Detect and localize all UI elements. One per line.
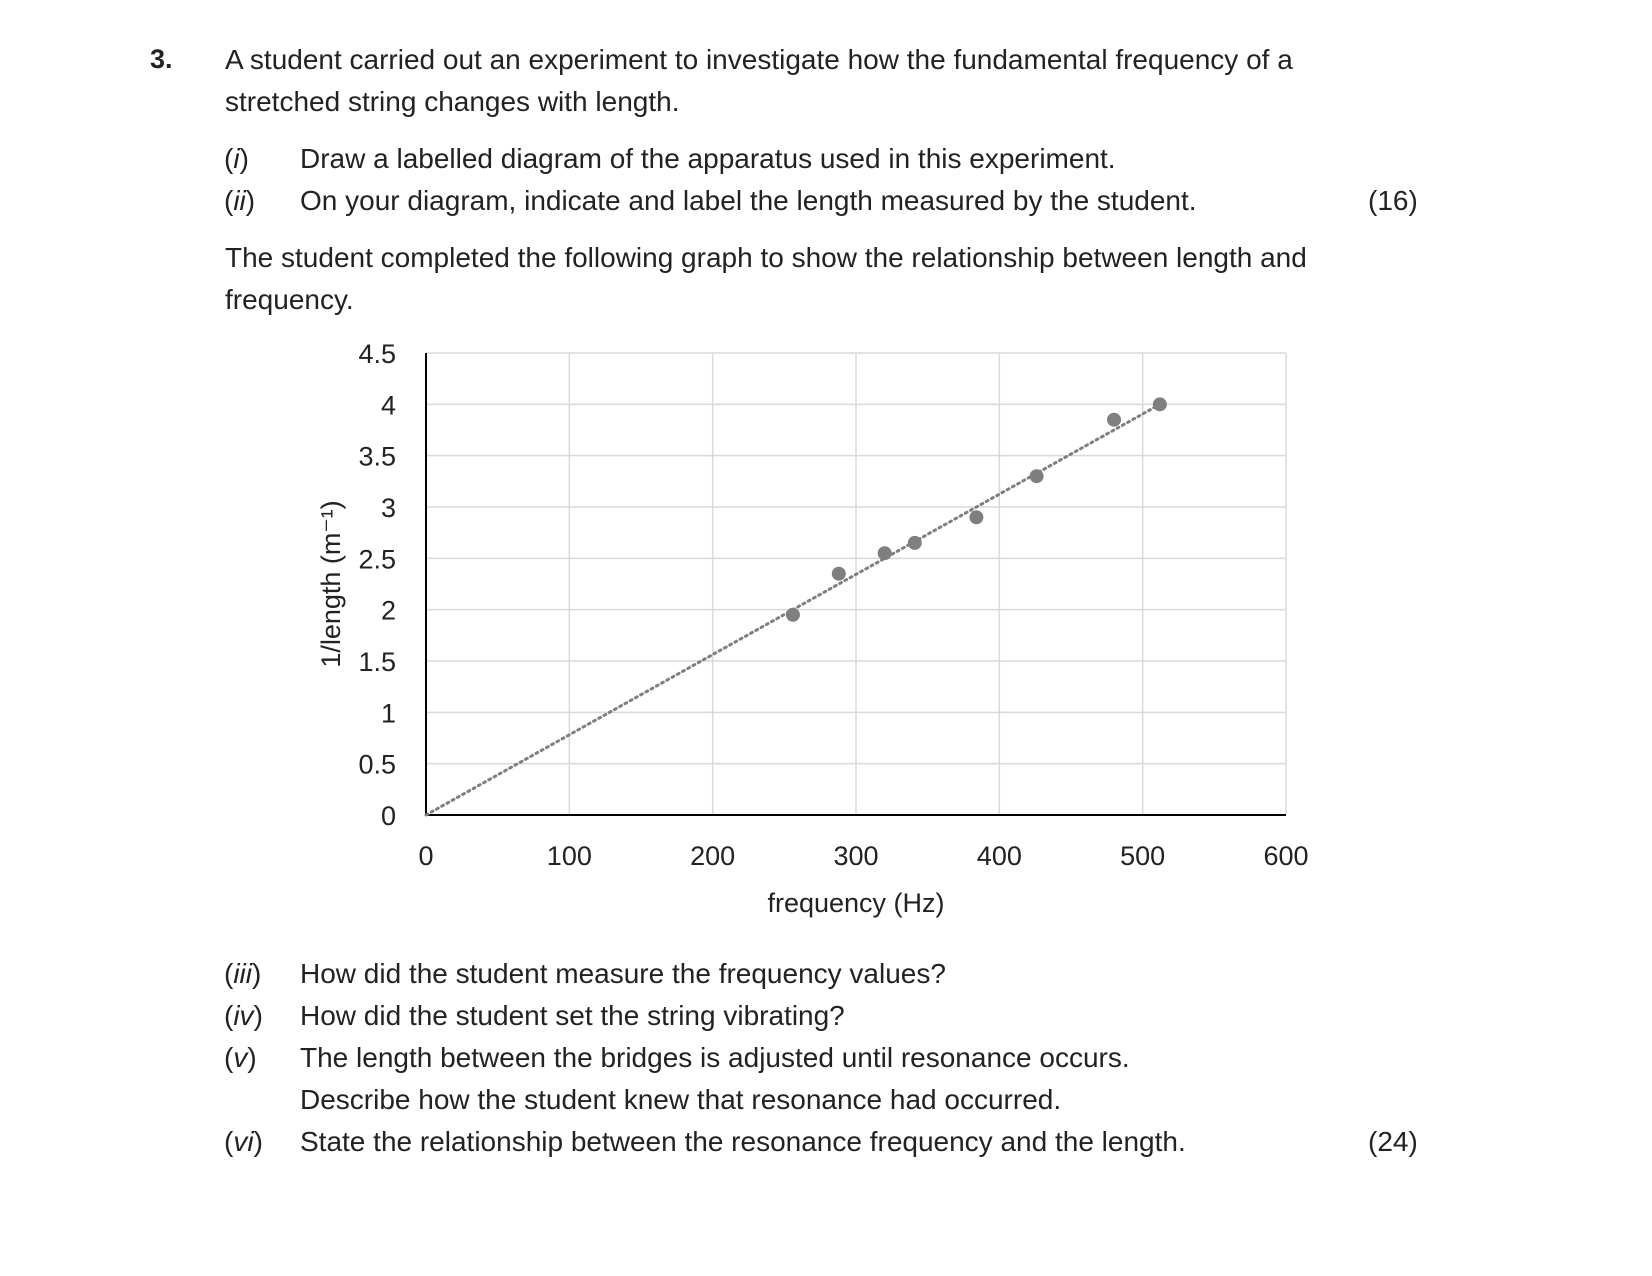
part-vi-text: State the relationship between the resonance frequency and the length. xyxy=(300,1126,1186,1157)
x-tick-label: 0 xyxy=(418,841,434,871)
x-tick-label: 100 xyxy=(546,841,592,871)
y-tick-label: 2 xyxy=(380,595,396,626)
question-number: 3. xyxy=(150,44,173,74)
y-axis-label: 1/length (m⁻¹) xyxy=(316,500,346,668)
tick-labels xyxy=(358,339,1308,871)
part-vi-numeral: (vi) xyxy=(224,1126,263,1157)
data-point xyxy=(878,546,892,560)
marks-a: (16) xyxy=(1368,185,1418,216)
data-point xyxy=(832,567,846,581)
part-ii-numeral: (ii) xyxy=(224,185,256,216)
part-v-text-line-1: The length between the bridges is adjusted until resonance occurs. xyxy=(300,1042,1130,1073)
data-point xyxy=(908,536,922,550)
y-tick-label: 0 xyxy=(380,801,396,831)
x-tick-label: 600 xyxy=(1263,841,1309,871)
part-iii-numeral: (iii) xyxy=(224,958,262,989)
marks-b: (24) xyxy=(1368,1126,1418,1157)
y-tick-label: 2.5 xyxy=(358,544,396,575)
y-tick-label: 1 xyxy=(380,698,396,729)
x-tick-label: 500 xyxy=(1120,841,1166,871)
y-tick-label: 1.5 xyxy=(358,647,396,677)
grid-lines xyxy=(426,353,1286,815)
y-tick-label: 4 xyxy=(380,390,396,421)
y-tick-label: 3 xyxy=(380,493,396,523)
data-point xyxy=(969,510,983,524)
y-tick-label: 0.5 xyxy=(358,749,396,780)
data-point xyxy=(1030,469,1044,483)
x-axis-label: frequency (Hz) xyxy=(767,888,945,918)
intro-line-1: A student carried out an experiment to investigate how the fundamental frequency of a xyxy=(225,44,1293,75)
part-iii-text: How did the student measure the frequency values? xyxy=(300,958,946,989)
data-point xyxy=(1153,397,1167,411)
graph-intro-line-1: The student completed the following graph to show the relationship between length and xyxy=(225,242,1307,273)
part-v-numeral: (v) xyxy=(224,1042,257,1073)
y-tick-label: 4.5 xyxy=(358,339,396,369)
part-v-text-line-2: Describe how the student knew that resonance had occurred. xyxy=(300,1084,1062,1115)
graph-intro-line-2: frequency. xyxy=(225,284,354,315)
part-i-numeral: (i) xyxy=(224,143,249,174)
x-tick-label: 200 xyxy=(690,841,736,871)
part-iv-numeral: (iv) xyxy=(224,1000,263,1031)
part-ii-text: On your diagram, indicate and label the length measured by the student. xyxy=(300,185,1197,216)
x-tick-label: 300 xyxy=(833,841,879,871)
intro-line-2: stretched string changes with length. xyxy=(225,86,680,117)
y-tick-label: 3.5 xyxy=(358,441,396,472)
data-point xyxy=(1107,413,1121,427)
x-tick-label: 400 xyxy=(976,841,1022,871)
data-point xyxy=(786,608,800,622)
part-i-text: Draw a labelled diagram of the apparatus used in this experiment. xyxy=(300,143,1116,174)
part-iv-text: How did the student set the string vibrating? xyxy=(300,1000,845,1031)
data-points xyxy=(786,397,1167,621)
